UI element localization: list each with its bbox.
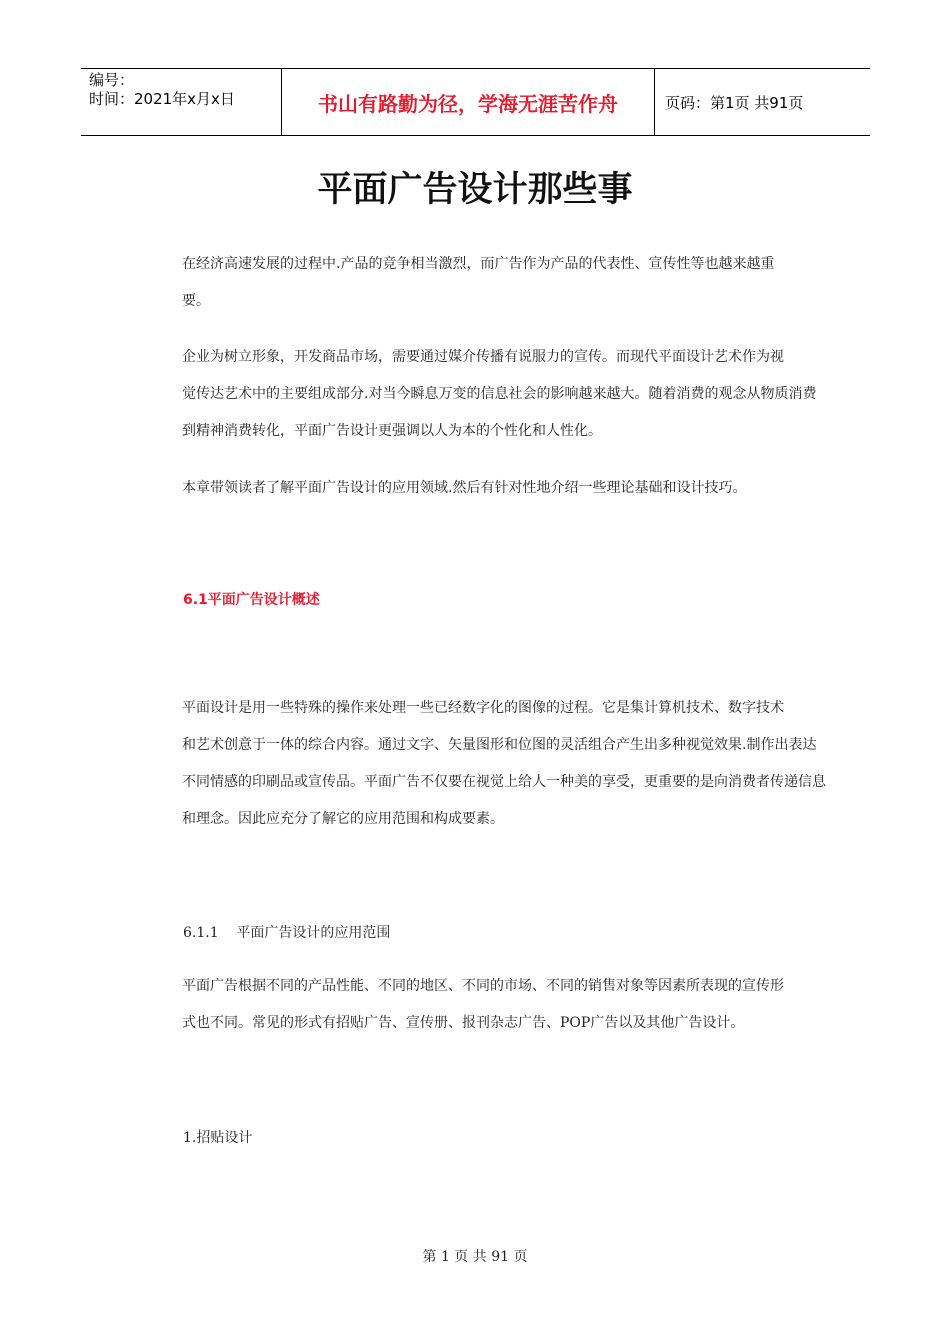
subsection-heading: 6.1.1 平面广告设计的应用范围 [183, 925, 391, 941]
document-title: 平面广告设计那些事 [317, 170, 633, 210]
paragraph-line: 不同情感的印刷品或宣传品。平面广告不仅要在视觉上给人一种美的享受，更重要的是向消费者传递信息 [182, 774, 826, 790]
document-time-label: 时间：2021年x月x日 [89, 90, 235, 108]
paragraph-line: 和理念。因此应充分了解它的应用范围和构成要素。 [182, 811, 504, 827]
paragraph-enterprise [145, 339, 817, 450]
paragraph-line: 到精神消费转化，平面广告设计更强调以人为本的个性化和人性化。 [182, 423, 602, 439]
section-heading: 6.1平面广告设计概述 [183, 592, 320, 608]
document-header-table [81, 68, 870, 136]
paragraph-design-definition [145, 690, 826, 838]
paragraph-line: 本章带领读者了解平面广告设计的应用领域.然后有针对性地介绍一些理论基础和设计技巧。 [182, 480, 747, 496]
paragraph-line: 觉传达艺术中的主要组成部分.对当今瞬息万变的信息社会的影响越来越大。随着消费的观念从物质消费 [182, 386, 817, 402]
paragraph-line: 式也不同。常见的形式有招贴广告、宣传册、报刊杂志广告、POP广告以及其他广告设计。 [182, 1015, 745, 1031]
paragraph-line: 企业为树立形象，开发商品市场，需要通过媒介传播有说服力的宣传。而现代平面设计艺术作为视 [182, 349, 784, 365]
header-page-info: 页码：第1页 共91页 [665, 93, 804, 112]
header-motto: 书山有路勤为径，学海无涯苦作舟 [281, 69, 655, 135]
paragraph-line: 平面设计是用一些特殊的操作来处理一些已经数字化的图像的过程。它是集计算机技术、数字技术 [182, 700, 784, 716]
paragraph-line: 和艺术创意于一体的综合内容。通过文字、矢量图形和位图的灵活组合产生出多种视觉效果.制作出表达 [182, 737, 817, 753]
paragraph-line: 在经济高速发展的过程中.产品的竞争相当激烈，而广告作为产品的代表性、宣传性等也越来越重 [182, 256, 775, 272]
header-meta-cell [81, 69, 281, 135]
page-footer: 第 1 页 共 91 页 [422, 1249, 528, 1265]
paragraph-application-range [145, 968, 810, 1042]
paragraph-chapter-summary [145, 470, 810, 507]
list-item-heading: 1.招贴设计 [183, 1130, 253, 1146]
paragraph-intro [145, 246, 810, 320]
paragraph-line: 平面广告根据不同的产品性能、不同的地区、不同的市场、不同的销售对象等因素所表现的宣传形 [182, 978, 784, 994]
document-number-label: 编号： [89, 71, 135, 89]
paragraph-line: 要。 [182, 293, 210, 309]
